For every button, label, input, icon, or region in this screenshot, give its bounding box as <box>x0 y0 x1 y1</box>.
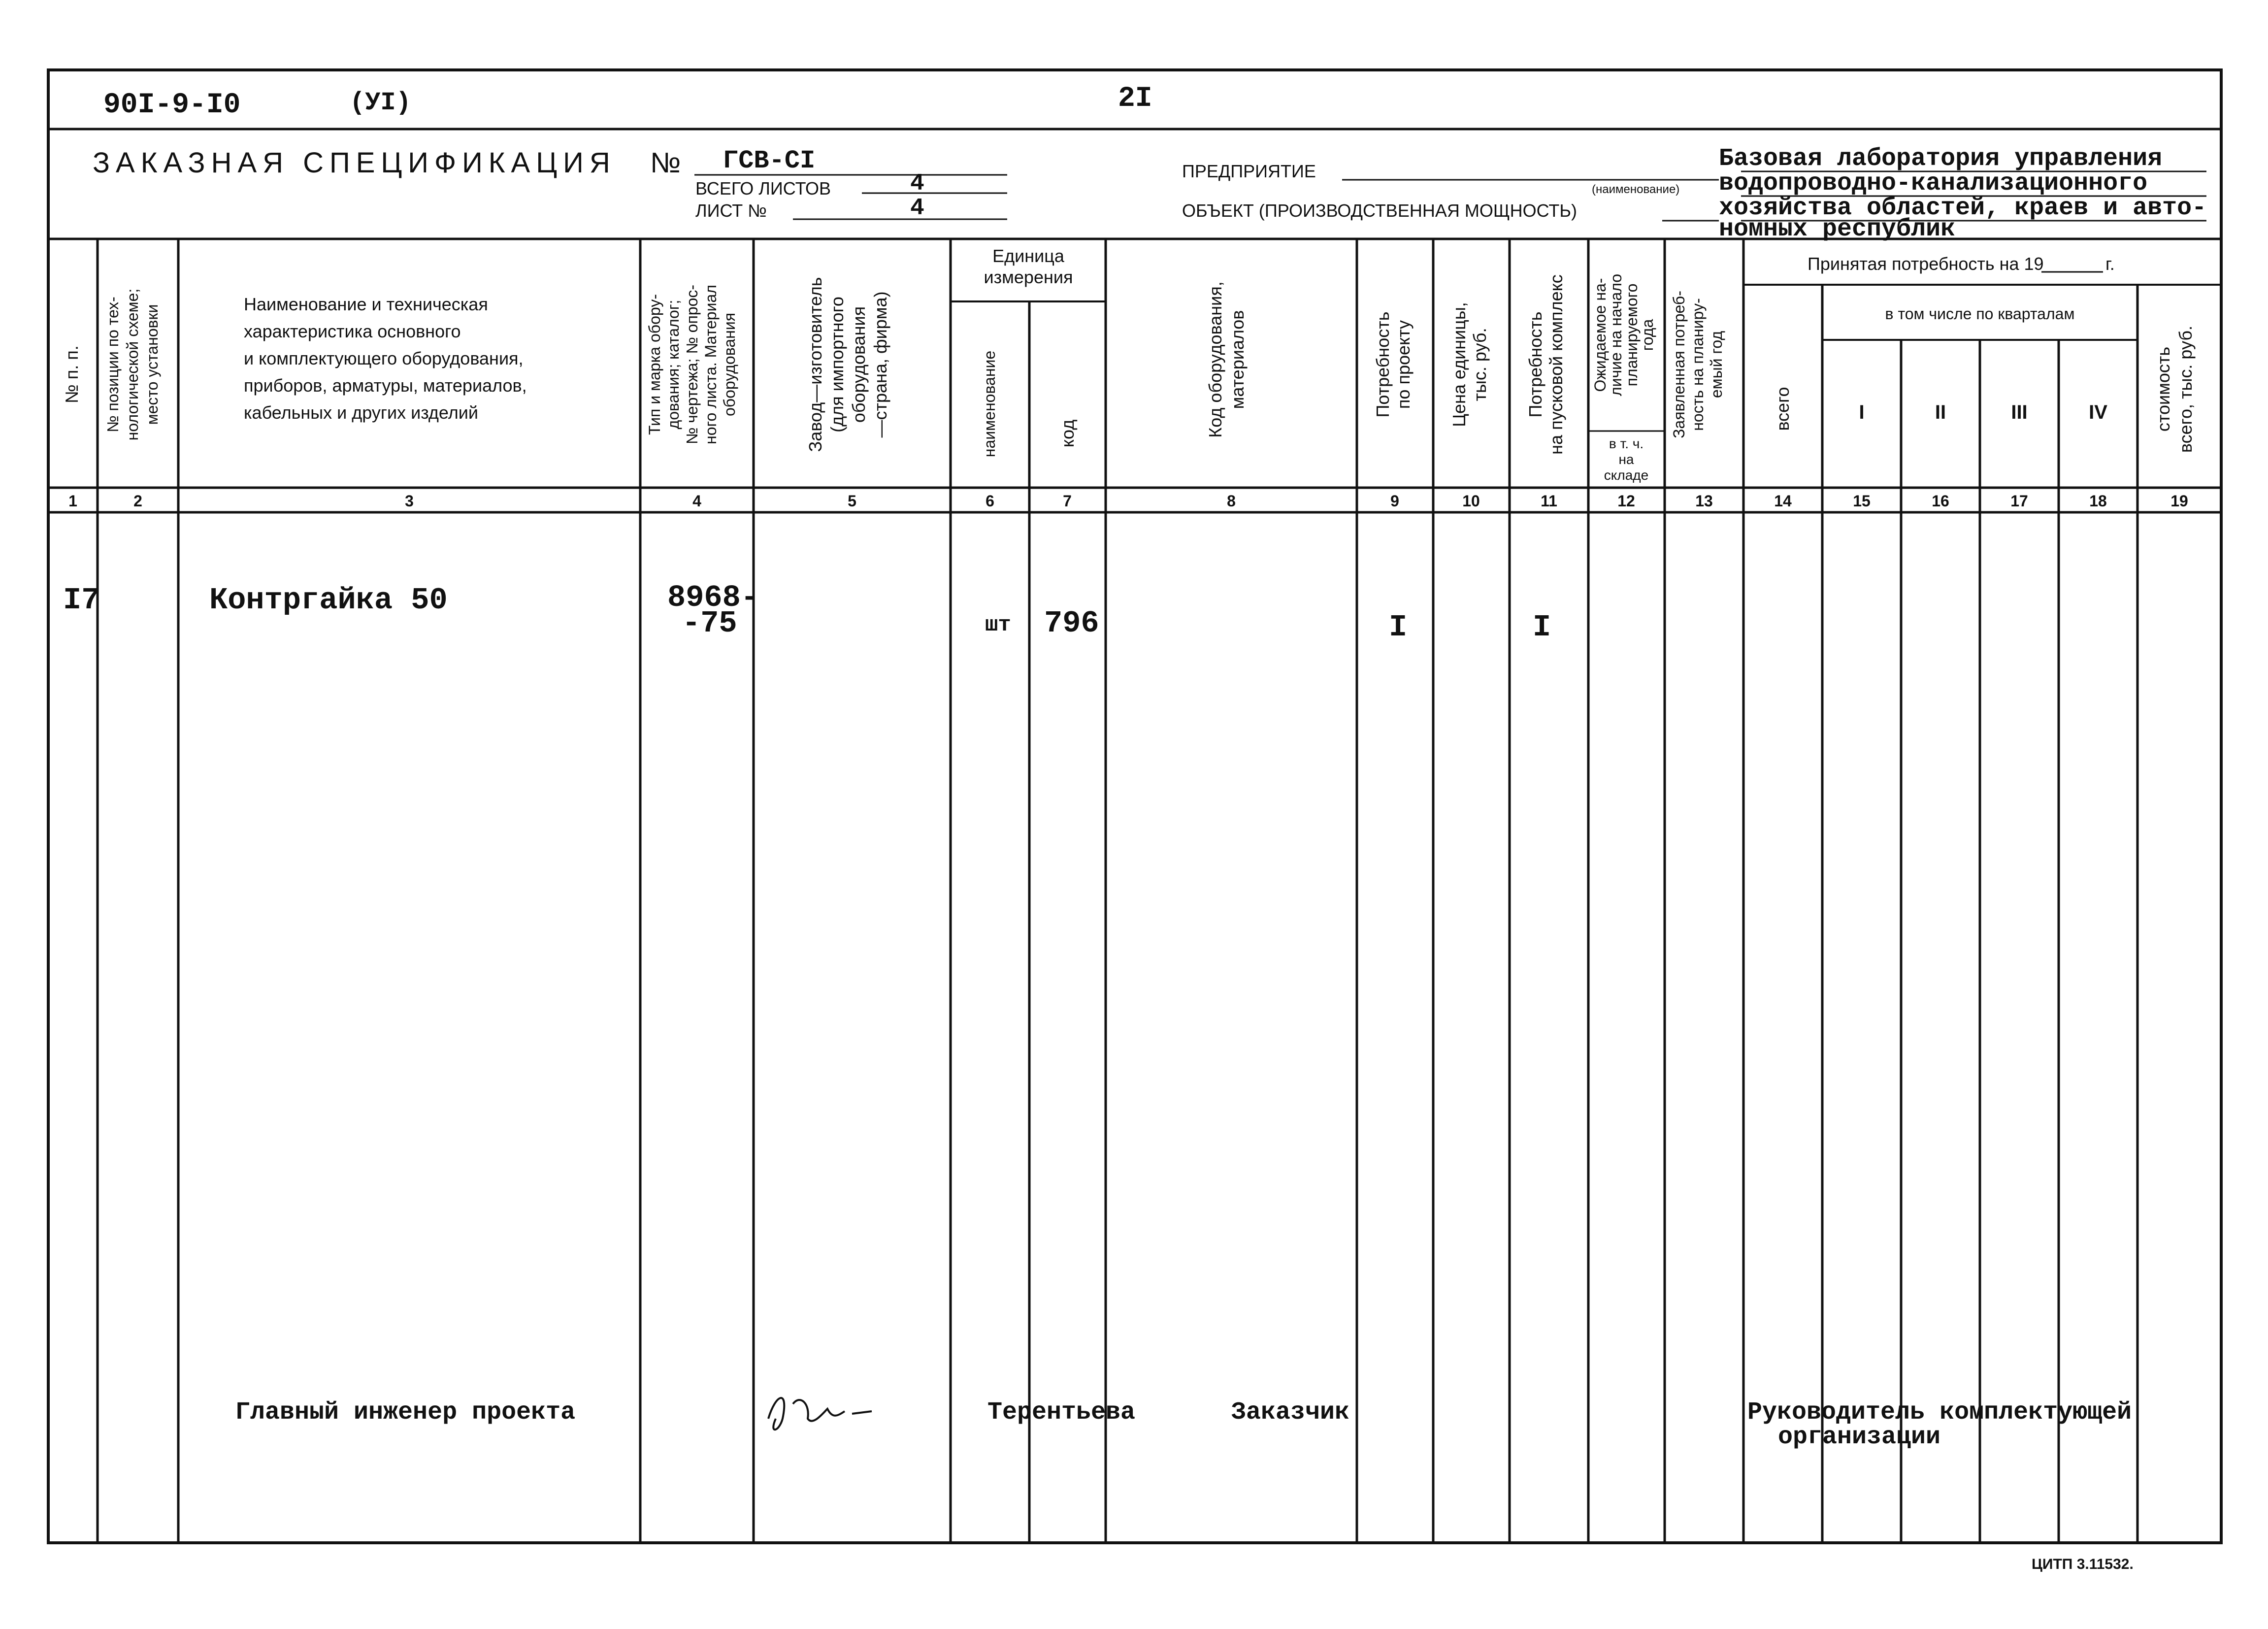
col-11-header <box>1525 274 1566 455</box>
svg-text:7: 7 <box>1063 492 1072 510</box>
row-launch-need: I <box>1533 610 1551 645</box>
svg-text:5: 5 <box>848 492 856 510</box>
row-item-name: Контргайка 50 <box>209 583 448 618</box>
svg-text:дования; каталог;: дования; каталог; <box>664 299 682 430</box>
unit-group-header <box>984 246 1073 287</box>
svg-text:(для импортного: (для импортного <box>827 297 847 432</box>
quarter-headers <box>1859 401 2107 423</box>
svg-text:II: II <box>1935 401 1946 423</box>
row-type-line2: -75 <box>682 606 737 641</box>
supplier-org-label: организации <box>1778 1423 1941 1451</box>
album-label: (УI) <box>350 88 411 117</box>
svg-text:18: 18 <box>2089 492 2107 510</box>
svg-text:Завод—изготовитель: Завод—изготовитель <box>805 277 825 452</box>
col-8-header <box>1205 281 1248 438</box>
col-19-header <box>2153 326 2196 453</box>
svg-text:номных республик: номных республик <box>1719 215 1956 243</box>
svg-text:Потребность: Потребность <box>1525 311 1545 418</box>
svg-text:по проекту: по проекту <box>1393 320 1413 409</box>
svg-text:г.: г. <box>2105 254 2115 274</box>
col-12-header <box>1591 274 1656 396</box>
svg-text:емый год: емый год <box>1708 331 1725 399</box>
sheet-number: 4 <box>910 195 924 222</box>
svg-text:17: 17 <box>2010 492 2028 510</box>
table-rules <box>48 70 2221 1543</box>
quarters-header: в том числе по кварталам <box>1885 305 2075 323</box>
svg-text:кабельных и других изделий: кабельных и других изделий <box>244 402 478 423</box>
svg-text:2: 2 <box>133 492 142 510</box>
svg-text:Наименование и техническая: Наименование и техническая <box>244 294 488 314</box>
svg-text:9: 9 <box>1390 492 1399 510</box>
engineer-name: Терентьева <box>987 1398 1136 1427</box>
svg-text:всего, тыс. руб.: всего, тыс. руб. <box>2175 325 2196 453</box>
svg-text:оборудования: оборудования <box>721 312 738 417</box>
supplier-head-label: Руководитель комплектующей <box>1747 1398 2132 1427</box>
svg-text:место установки: место установки <box>143 304 161 425</box>
svg-text:3: 3 <box>405 492 414 510</box>
svg-text:№ чертежа; № опрос-: № чертежа; № опрос- <box>683 284 701 445</box>
svg-text:на: на <box>1618 452 1634 467</box>
signature-block <box>235 1398 2132 1451</box>
enterprise-label: ПРЕДПРИЯТИЕ <box>1182 161 1316 181</box>
col-13-header <box>1670 291 1725 438</box>
svg-text:тыс. руб.: тыс. руб. <box>1470 328 1490 401</box>
svg-text:12: 12 <box>1617 492 1635 510</box>
svg-text:водопроводно-канализационного: водопроводно-канализационного <box>1719 169 2148 198</box>
svg-text:ность на планиру-: ность на планиру- <box>1689 298 1707 431</box>
svg-text:нологической схеме;: нологической схеме; <box>124 288 141 441</box>
col-10-header <box>1449 302 1490 427</box>
svg-text:стоимость: стоимость <box>2153 346 2173 432</box>
handwritten-signature <box>768 1398 872 1430</box>
col-7-header: код <box>1057 419 1078 448</box>
svg-text:измерения: измерения <box>984 267 1073 287</box>
svg-text:характеристика основного: характеристика основного <box>244 321 461 341</box>
chief-engineer-label: Главный инженер проекта <box>235 1398 576 1427</box>
svg-text:—страна, фирма): —страна, фирма) <box>870 291 890 438</box>
svg-text:Базовая лаборатория управления: Базовая лаборатория управления <box>1719 145 2163 173</box>
svg-text:ного листа. Материал: ного листа. Материал <box>702 285 720 444</box>
svg-text:16: 16 <box>1932 492 1949 510</box>
svg-text:Единица: Единица <box>992 246 1064 266</box>
row-type-line1: 8968- <box>667 580 759 615</box>
page-number: 2I <box>1118 83 1152 115</box>
accepted-need-header <box>1808 254 2115 274</box>
object-label: ОБЪЕКТ (ПРОИЗВОДСТВЕННАЯ МОЩНОСТЬ) <box>1182 200 1577 221</box>
row-project-need: I <box>1389 610 1408 645</box>
svg-text:15: 15 <box>1853 492 1871 510</box>
doc-code: 90I-9-I0 <box>103 89 241 121</box>
svg-text:в т. ч.: в т. ч. <box>1609 436 1644 451</box>
row-unit-name: шт <box>985 613 1011 637</box>
svg-text:Цена единицы,: Цена единицы, <box>1449 302 1469 427</box>
svg-text:1: 1 <box>68 492 77 510</box>
col-1-header: № п. п. <box>62 345 82 403</box>
svg-text:Код оборудования,: Код оборудования, <box>1205 281 1225 438</box>
total-sheets-label: ВСЕГО ЛИСТОВ <box>695 178 831 199</box>
svg-text:приборов, арматуры, материалов: приборов, арматуры, материалов, <box>244 375 527 396</box>
svg-text:Принятая потребность на 19: Принятая потребность на 19 <box>1808 254 2044 274</box>
svg-text:личие на начало: личие на начало <box>1607 273 1625 397</box>
svg-text:Ожидаемое на-: Ожидаемое на- <box>1591 278 1609 392</box>
svg-text:III: III <box>2011 401 2028 423</box>
svg-text:10: 10 <box>1462 492 1480 510</box>
row-position: I7 <box>63 583 100 618</box>
col-4-header <box>646 285 738 444</box>
spec-number: ГСВ-СI <box>723 146 816 175</box>
svg-text:IV: IV <box>2089 401 2107 423</box>
sheet-label: ЛИСТ № <box>695 200 767 221</box>
col-9-header <box>1373 312 1413 418</box>
col-12-sub-header <box>1604 436 1648 483</box>
col-14-header: всего <box>1773 387 1793 431</box>
svg-text:материалов: материалов <box>1227 310 1248 409</box>
svg-text:I: I <box>1859 401 1865 423</box>
col-3-header <box>244 294 527 423</box>
svg-text:оборудования: оборудования <box>849 306 869 423</box>
svg-text:8: 8 <box>1227 492 1236 510</box>
table-row <box>63 580 1551 645</box>
svg-text:6: 6 <box>986 492 994 510</box>
row-unit-code: 796 <box>1044 606 1099 641</box>
svg-text:года: года <box>1639 319 1656 351</box>
svg-text:11: 11 <box>1541 492 1557 510</box>
svg-text:19: 19 <box>2170 492 2188 510</box>
svg-text:складе: складе <box>1604 467 1649 483</box>
enterprise-name <box>1719 145 2206 243</box>
total-sheets: 4 <box>910 170 924 197</box>
spec-title: ЗАКАЗНАЯ СПЕЦИФИКАЦИЯ <box>93 147 616 179</box>
svg-text:и комплектующего оборудования,: и комплектующего оборудования, <box>244 348 524 368</box>
svg-text:Потребность: Потребность <box>1373 311 1393 418</box>
svg-text:хозяйства областей, краев и ав: хозяйства областей, краев и авто- <box>1719 194 2207 222</box>
svg-text:№ позиции по тех-: № позиции по тех- <box>104 297 122 432</box>
svg-text:13: 13 <box>1695 492 1713 510</box>
naming-note: (наименование) <box>1592 183 1680 196</box>
customer-label: Заказчик <box>1231 1398 1350 1427</box>
col-5-header <box>805 277 890 452</box>
number-sign: № <box>650 147 681 179</box>
column-numbers <box>68 492 2188 510</box>
svg-text:14: 14 <box>1774 492 1792 510</box>
col-6-header: наименование <box>981 350 998 458</box>
svg-text:4: 4 <box>692 492 701 510</box>
col-2-header <box>104 289 161 441</box>
svg-text:планируемого: планируемого <box>1623 283 1641 387</box>
svg-text:Тип и марка обору-: Тип и марка обору- <box>646 294 663 435</box>
svg-text:на пусковой комплекс: на пусковой комплекс <box>1546 274 1566 455</box>
footer-stamp: ЦИТП 3.11532. <box>2032 1556 2134 1572</box>
svg-text:Заявленная потреб-: Заявленная потреб- <box>1670 291 1688 438</box>
